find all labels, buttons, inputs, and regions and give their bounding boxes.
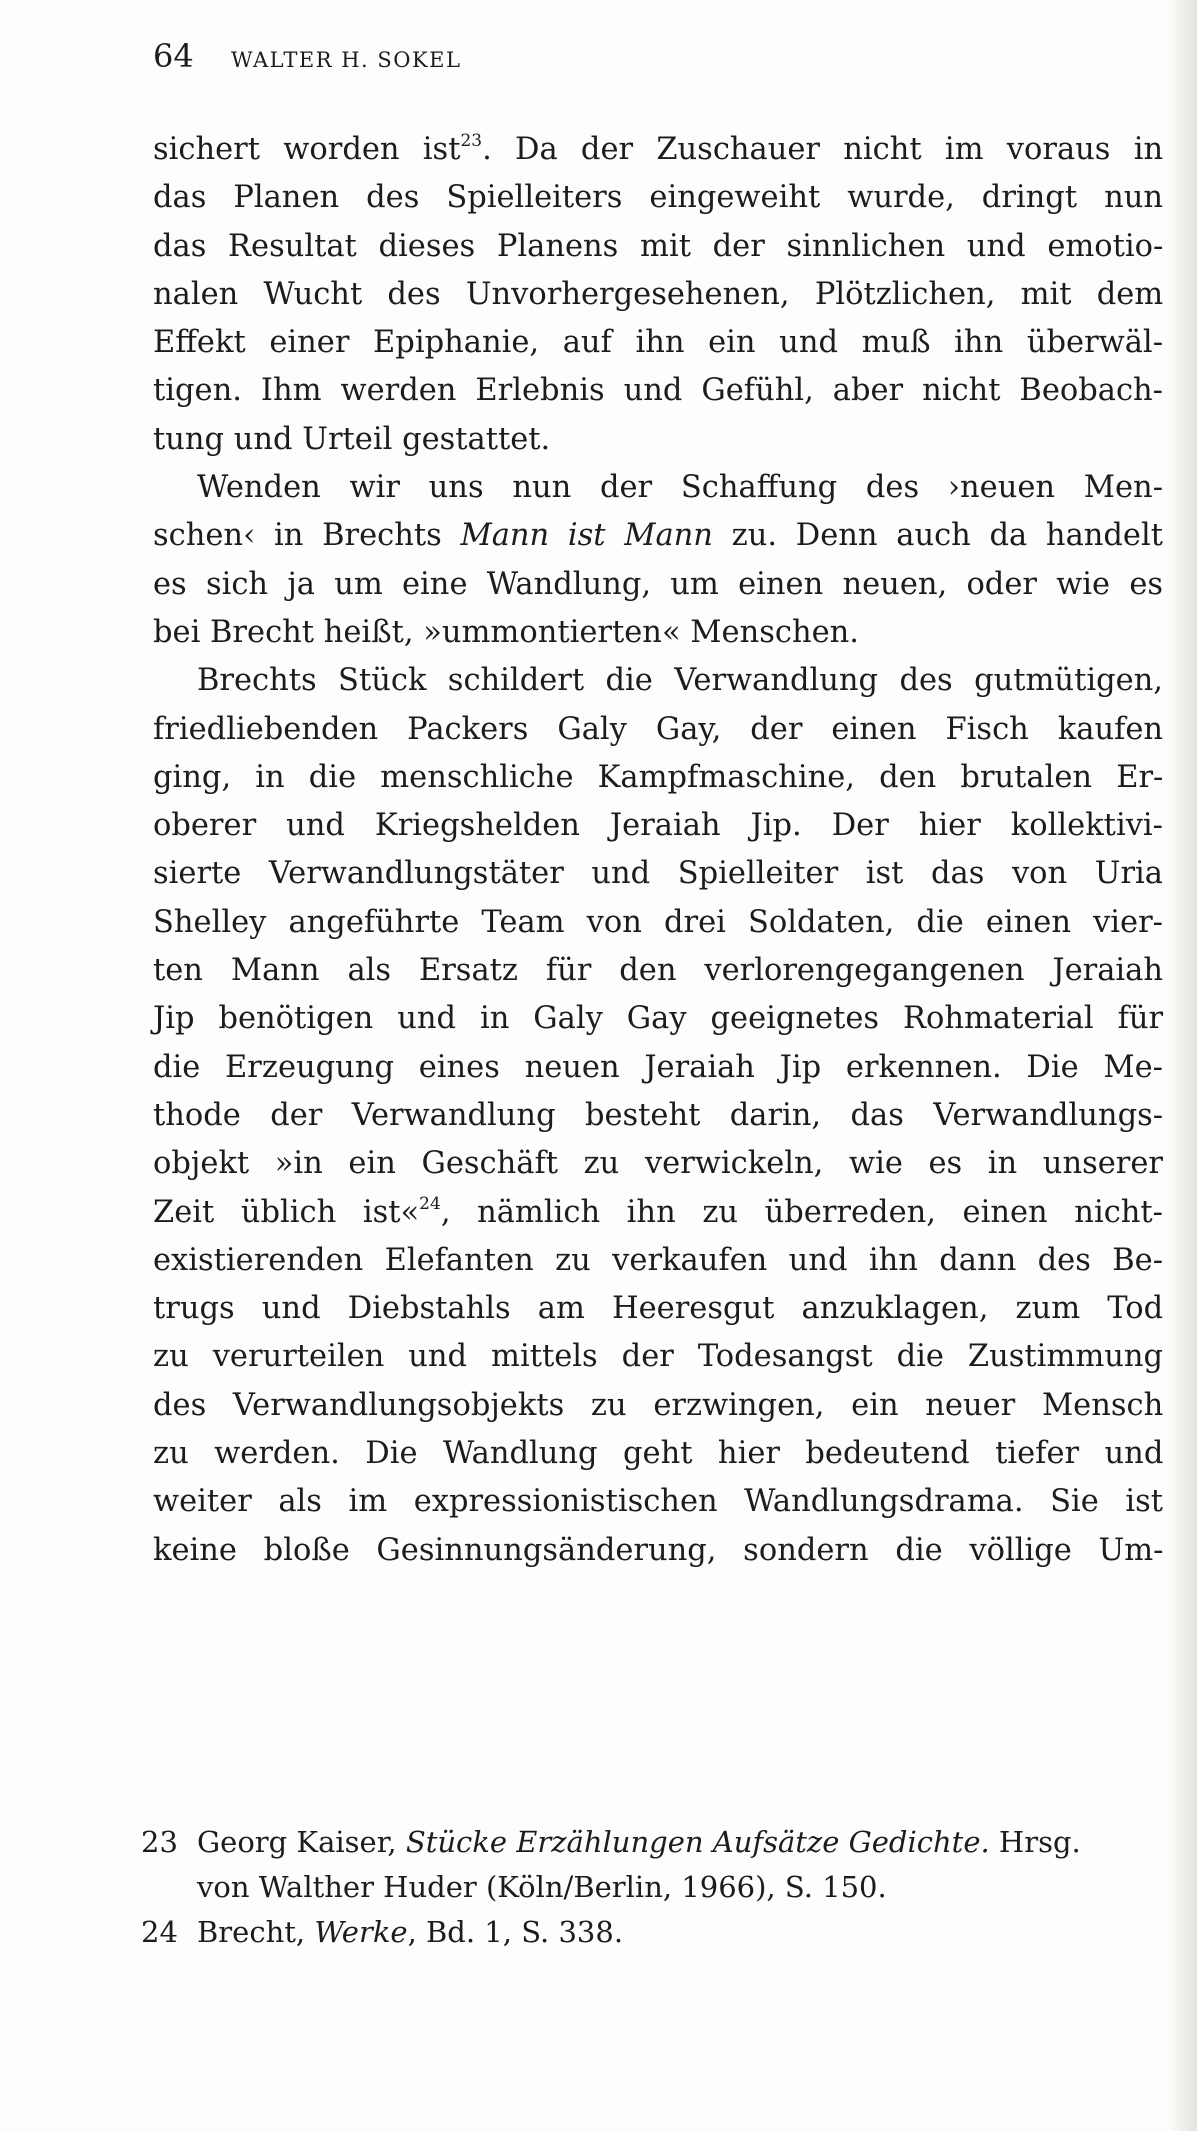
text-line: sierte Verwandlungstäter und Spielleiter ist das von Uria (153, 856, 1163, 892)
footnote-number: 24 (141, 1915, 178, 1949)
running-head (153, 36, 461, 80)
text-line: oberer und Kriegshelden Jeraiah Jip. Der hier kollektivi- (153, 808, 1163, 844)
paragraph-3 (153, 657, 1163, 1575)
text-line: es sich ja um eine Wandlung, um einen neuen, oder wie es (153, 566, 1164, 602)
footnote-23: 23 Georg Kaiser, Stücke Erzählungen Aufsätze Gedichte. Hrsg. (141, 1820, 1163, 1865)
text-line: friedliebenden Packers Galy Gay, der einen Fisch kaufen (153, 711, 1164, 747)
text-line: ging, in die menschliche Kampfmaschine, den brutalen Er- (153, 759, 1164, 795)
text-line: existierenden Elefanten zu verkaufen und ihn dann des Be- (153, 1242, 1163, 1278)
text-line: keine bloße Gesinnungsänderung, sondern die völlige Um- (153, 1532, 1164, 1568)
text-line: Brechts Stück schildert die Verwandlung des gutmütigen, (197, 663, 1163, 699)
page-number: 64 (153, 37, 194, 75)
text-line: schen‹ in Brechts Mann ist Mann zu. Denn auch da handelt (153, 518, 1163, 554)
text-line: tigen. Ihm werden Erlebnis und Gefühl, aber nicht Beobach- (153, 373, 1163, 409)
body-text (153, 126, 1163, 1575)
footnote-23-continuation: von Walther Huder (Köln/Berlin, 1966), S. 150. (197, 1870, 887, 1904)
text-line: das Resultat dieses Planens mit der sinnlichen und emotio- (153, 228, 1164, 264)
text-line: bei Brecht heißt, »ummontierten« Menschen. (153, 614, 859, 650)
text-line: zu werden. Die Wandlung geht hier bedeutend tiefer und (153, 1436, 1164, 1472)
text-line: trugs und Diebstahls am Heeresgut anzuklagen, zum Tod (153, 1291, 1164, 1327)
footnote-24: 24 Brecht, Werke, Bd. 1, S. 338. (141, 1910, 1163, 1955)
footnotes (141, 1820, 1163, 1955)
text-line: Jip benötigen und in Galy Gay geeignetes Rohmaterial für (153, 1001, 1164, 1037)
text-line: weiter als im expressionistischen Wandlungsdrama. Sie ist (153, 1484, 1163, 1520)
footnote-ref-23[interactable]: 23 (460, 131, 483, 151)
text-line: tung und Urteil gestattet. (153, 421, 551, 457)
running-head-author: WALTER H. SOKEL (230, 48, 462, 72)
text-line: Zeit üblich ist«$^{24}$, nämlich ihn zu überreden, einen nicht- (153, 1193, 1163, 1230)
footnote-title: Stücke Erzählungen Aufsätze Gedichte. (405, 1825, 990, 1859)
text-line: die Erzeugung eines neuen Jeraiah Jip erkennen. Die Me- (153, 1049, 1163, 1085)
footnote-number: 23 (141, 1825, 178, 1859)
paragraph-2 (153, 464, 1163, 657)
footnote-ref-24[interactable]: 24 (419, 1193, 441, 1214)
footnote-title: Werke (314, 1915, 408, 1949)
scan-edge-shadow (1167, 0, 1197, 2131)
text-line: Wenden wir uns nun der Schaffung des ›neuen Men- (197, 470, 1163, 506)
text-line: objekt »in ein Geschäft zu verwickeln, wie es in unserer (153, 1146, 1163, 1182)
paragraph-1 (153, 126, 1163, 464)
title-mann-ist-mann: Mann ist Mann (460, 518, 713, 554)
text-line: Shelley angeführte Team von drei Soldaten, die einen vier- (153, 904, 1163, 940)
text-line: ten Mann als Ersatz für den verlorengegangenen Jeraiah (153, 953, 1163, 989)
text-line: Effekt einer Epiphanie, auf ihn ein und muß ihn überwäl- (153, 325, 1163, 361)
text-line: sichert worden ist$^{23}$. Da der Zuschauer nicht im voraus in (153, 131, 1164, 167)
text-line: zu verurteilen und mittels der Todesangst die Zustimmung (153, 1339, 1164, 1375)
text-line: thode der Verwandlung besteht darin, das Verwandlungs- (153, 1097, 1164, 1133)
text-line: nalen Wucht des Unvorhergesehenen, Plötzlichen, mit dem (153, 276, 1164, 312)
text-line: des Verwandlungsobjekts zu erzwingen, ein neuer Mensch (153, 1387, 1164, 1423)
text-line: das Planen des Spielleiters eingeweiht wurde, dringt nun (153, 180, 1163, 216)
